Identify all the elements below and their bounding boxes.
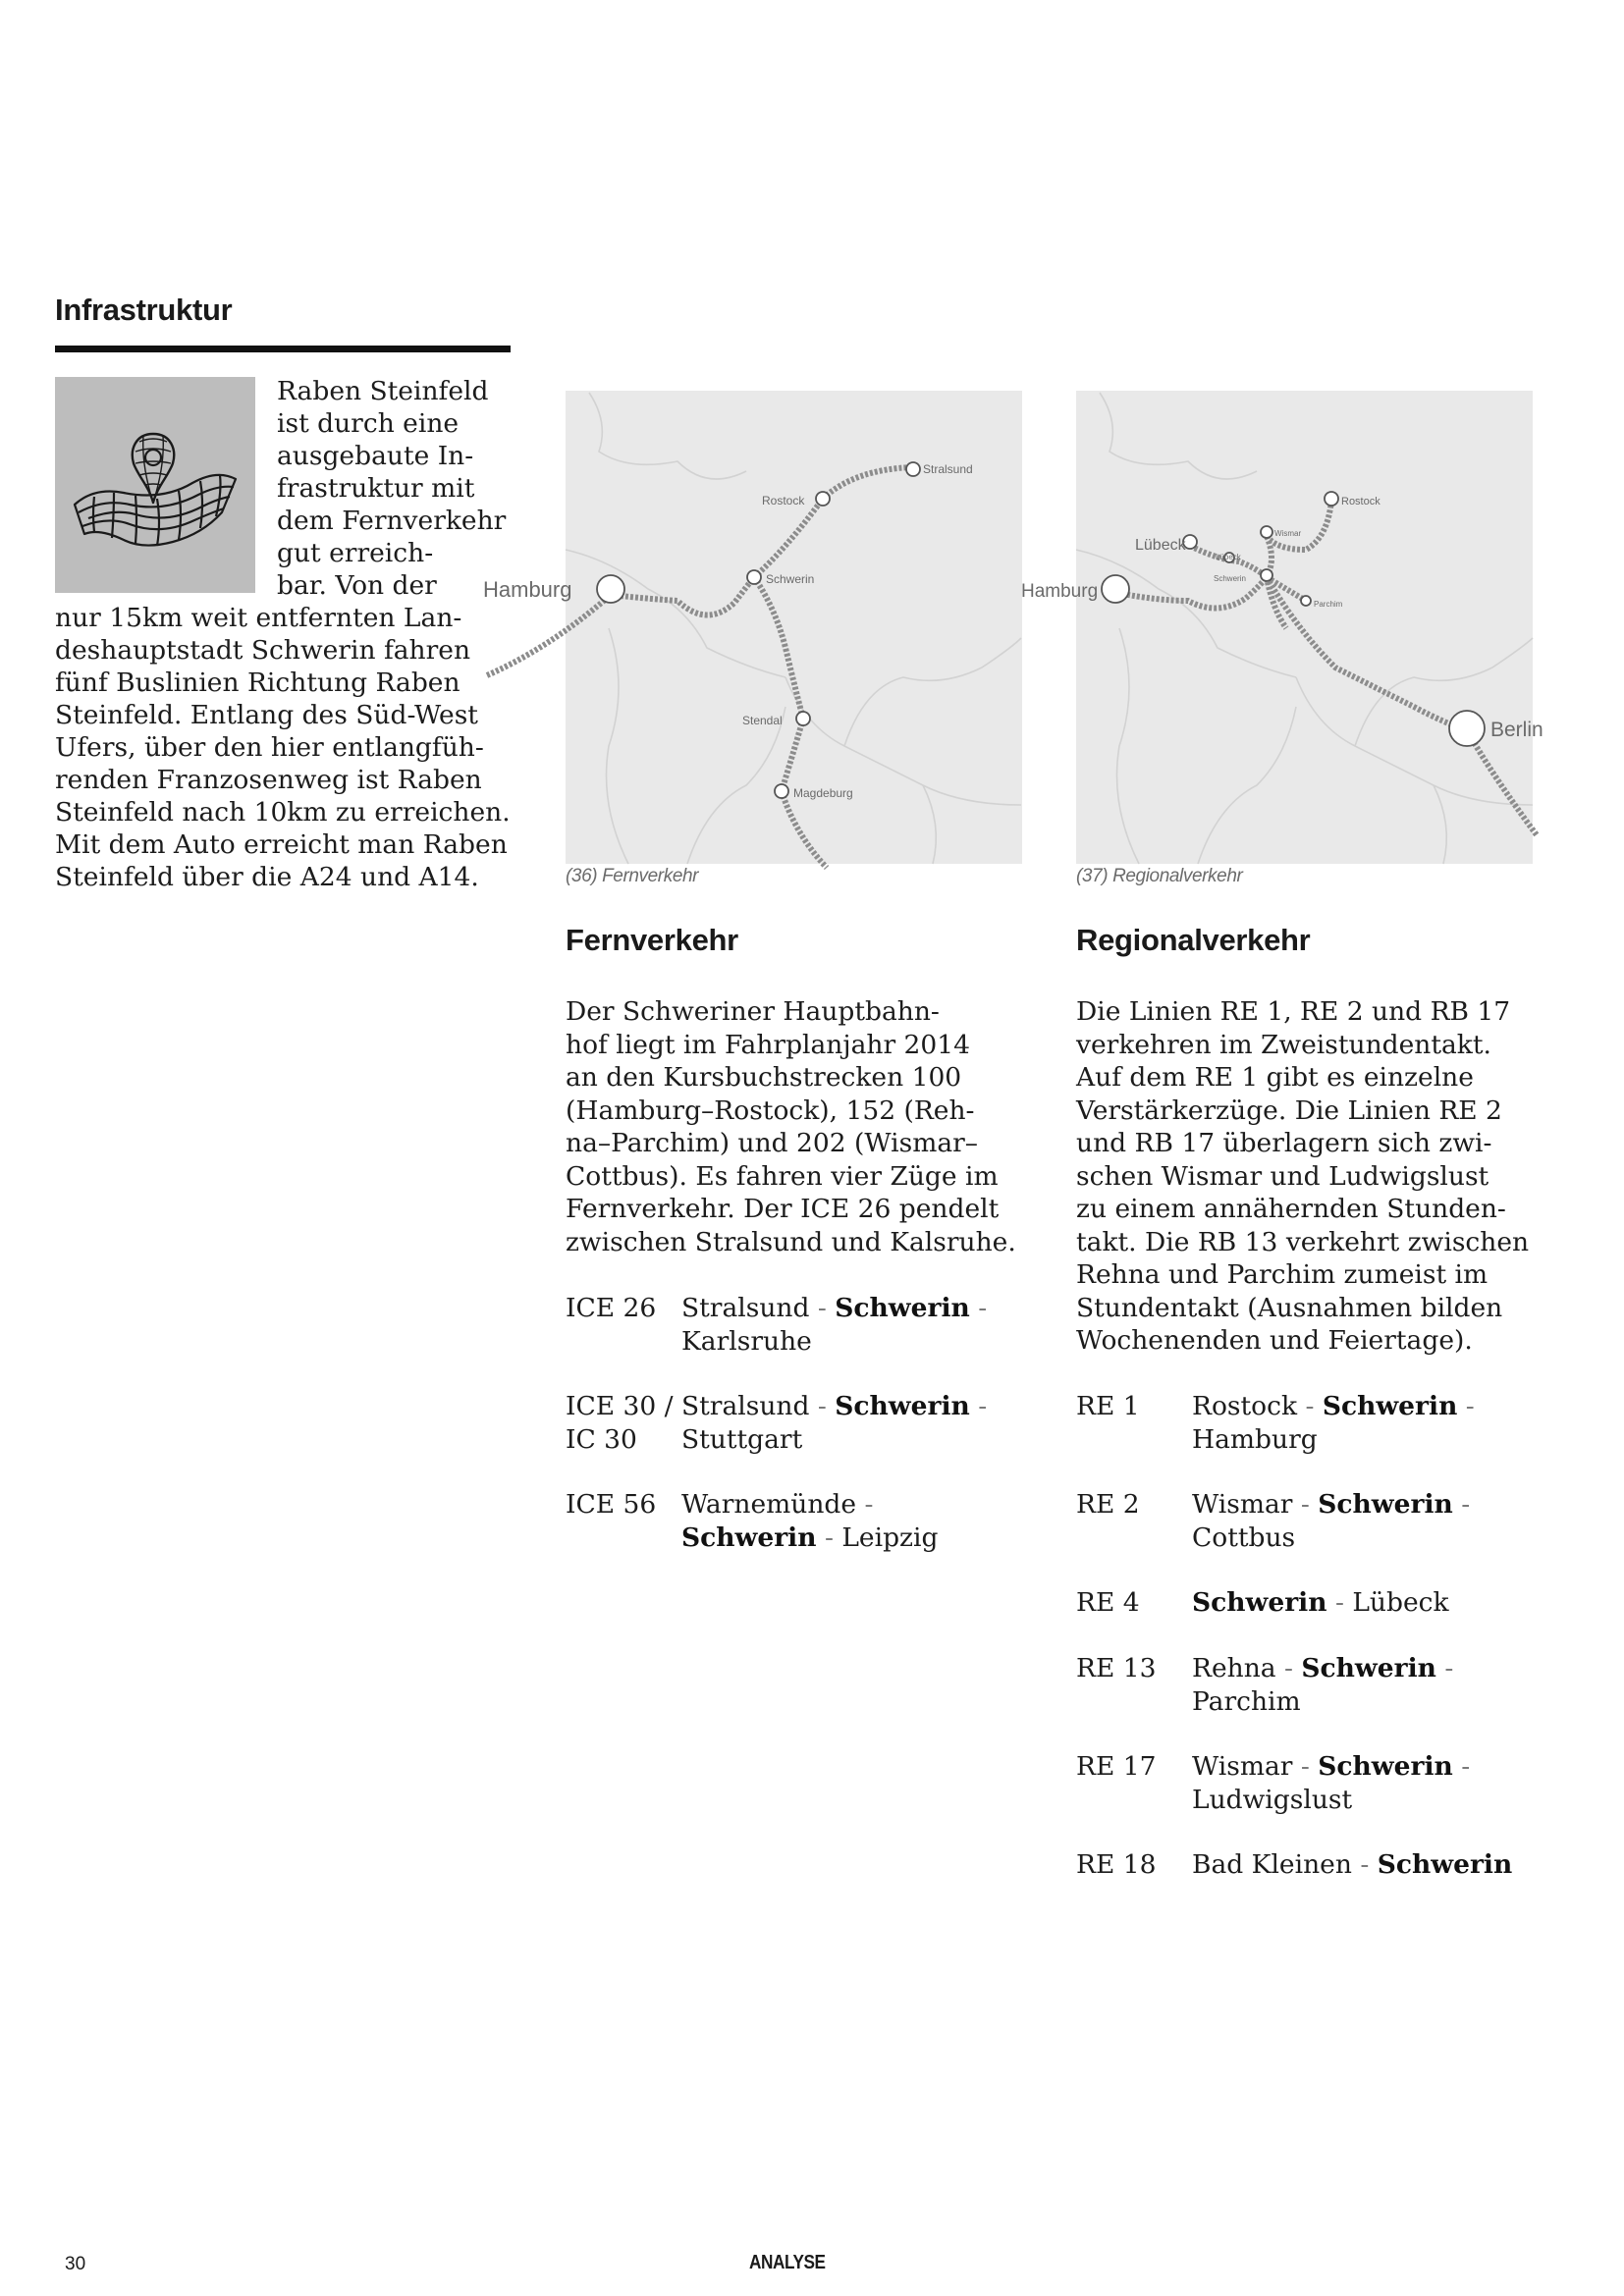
label-rostock: Rostock (762, 494, 805, 507)
section-title: Infrastruktur (55, 293, 233, 327)
train-route: Stralsund - Schwerin - Karlsruhe (681, 1293, 988, 1357)
train-code: RE 1 (1076, 1391, 1140, 1421)
map-border-line (1434, 785, 1446, 864)
label-luebeck-small: Lübeck (1216, 553, 1241, 561)
station-berlin (1449, 711, 1485, 746)
paragraph-line: Der Schweriner Hauptbahn- (566, 996, 940, 1027)
map-border-line (1100, 393, 1257, 479)
paragraph-line: an den Kursbuchstrecken 100 (566, 1062, 962, 1093)
intro-line: frastruktur mit (277, 473, 475, 504)
footer-section-label: ANALYSE (749, 2252, 826, 2273)
paragraph-line: zu einem annähernden Stunden- (1076, 1194, 1506, 1224)
map-border-line (1198, 707, 1296, 864)
paragraph-line: und RB 17 überlagern sich zwi- (1076, 1128, 1492, 1158)
train-route: Warnemünde - Schwerin - Leipzig (681, 1489, 939, 1553)
rail-line-wismar-rostock (1267, 501, 1331, 550)
station-schwerin-regional (1261, 569, 1272, 581)
map-border-line (1076, 550, 1296, 677)
station-parchim (1301, 596, 1311, 606)
paragraph-line: Wochenenden und Feiertage). (1076, 1325, 1473, 1356)
train-code: RE 17 (1076, 1751, 1157, 1782)
intro-line: renden Franzosenweg ist Raben (55, 765, 482, 795)
paragraph-line: Stundentakt (Ausnahmen bilden (1076, 1292, 1503, 1323)
label-rostock-regional: Rostock (1341, 496, 1380, 507)
paragraph-line: Fernverkehr. Der ICE 26 pendelt (566, 1194, 1000, 1224)
label-schwerin: Schwerin (766, 572, 815, 586)
train-route: Bad Kleinen - Schwerin (1192, 1849, 1513, 1880)
paragraph-line: (Hamburg–Rostock), 152 (Reh- (566, 1095, 975, 1126)
station-rostock-regional (1325, 492, 1338, 506)
train-route: Wismar - Schwerin - Cottbus (1192, 1489, 1471, 1553)
paragraph-line: Cottbus). Es fahren vier Züge im (566, 1160, 999, 1192)
intro-line: ist durch eine (277, 408, 460, 439)
map-border-line (1296, 677, 1533, 805)
label-berlin: Berlin (1490, 719, 1543, 741)
paragraph-line: Verstärkerzüge. Die Linien RE 2 (1076, 1095, 1502, 1126)
fernverkehr-map-caption: (36) Fernverkehr (566, 866, 699, 886)
regionalverkehr-map-caption: (37) Regionalverkehr (1076, 866, 1243, 886)
intro-line: Ufers, über den hier entlangfüh- (55, 732, 484, 763)
intro-line: deshauptstadt Schwerin fahren (55, 635, 471, 666)
label-stralsund: Stralsund (923, 462, 973, 476)
paragraph-line: verkehren im Zweistundentakt. (1076, 1029, 1491, 1060)
train-route: Wismar - Schwerin - Ludwigslust (1192, 1751, 1471, 1815)
paragraph-line: Rehna und Parchim zumeist im (1076, 1259, 1489, 1290)
paragraph-line: Auf dem RE 1 gibt es einzelne (1076, 1062, 1474, 1093)
station-hamburg-regional (1102, 575, 1129, 603)
paragraph-line: zwischen Stralsund und Kalsruhe. (566, 1226, 1016, 1257)
train-code: RE 2 (1076, 1489, 1140, 1520)
label-hamburg: Hamburg (483, 577, 572, 602)
label-parchim: Parchim (1314, 600, 1343, 609)
intro-line: fünf Buslinien Richtung Raben (55, 667, 460, 698)
train-code: RE 13 (1076, 1653, 1157, 1683)
intro-line: Steinfeld nach 10km zu erreichen. (55, 797, 511, 828)
page-number: 30 (65, 2254, 86, 2274)
paragraph-line: takt. Die RB 13 verkehrt zwischen (1076, 1226, 1530, 1257)
label-magdeburg: Magdeburg (793, 786, 853, 800)
train-code: RE 18 (1076, 1849, 1157, 1880)
intro-line: nur 15km weit entfernten Lan- (55, 603, 462, 633)
paragraph-line: na–Parchim) und 202 (Wismar– (566, 1128, 979, 1158)
label-wismar: Wismar (1274, 529, 1302, 538)
intro-line: gut erreich- (277, 538, 434, 568)
paragraph-line: hof liegt im Fahrplanjahr 2014 (566, 1029, 970, 1060)
paragraph-line: schen Wismar und Ludwigslust (1076, 1160, 1489, 1192)
train-route: Stralsund - Schwerin - Stuttgart (681, 1391, 988, 1455)
intro-line: ausgebaute In- (277, 441, 474, 471)
train-route: Schwerin - Lübeck (1192, 1587, 1449, 1618)
station-wismar (1261, 526, 1272, 538)
fernverkehr-paragraph (566, 995, 1020, 1258)
regionalverkehr-heading: Regionalverkehr (1076, 923, 1311, 957)
paragraph-line: Die Linien RE 1, RE 2 und RB 17 (1076, 996, 1511, 1027)
label-hamburg-regional: Hamburg (1021, 581, 1099, 602)
train-route: Rehna - Schwerin - Parchim (1192, 1653, 1454, 1717)
label-stendal: Stendal (742, 714, 783, 727)
intro-line: Raben Steinfeld (277, 376, 489, 406)
intro-line: bar. Von der (277, 570, 437, 601)
train-route: Rostock - Schwerin - Hamburg (1192, 1391, 1475, 1455)
train-code: ICE 26 (566, 1293, 657, 1323)
train-code: RE 4 (1076, 1587, 1140, 1618)
intro-line: dem Fernverkehr (277, 506, 507, 536)
intro-line: Mit dem Auto erreicht man Raben (55, 829, 508, 860)
intro-line: Steinfeld. Entlang des Süd-West (55, 700, 478, 730)
regionalverkehr-paragraph (1076, 995, 1531, 1358)
label-luebeck: Lübeck (1135, 537, 1186, 554)
train-code: ICE 30 / IC 30 (566, 1391, 674, 1455)
rail-line-berlin-south (1467, 730, 1538, 836)
train-code: ICE 56 (566, 1489, 657, 1520)
fernverkehr-heading: Fernverkehr (566, 923, 738, 957)
map-border-line (1117, 628, 1140, 864)
intro-line: Steinfeld über die A24 und A14. (55, 862, 479, 892)
label-schwerin-regional: Schwerin (1214, 574, 1246, 583)
